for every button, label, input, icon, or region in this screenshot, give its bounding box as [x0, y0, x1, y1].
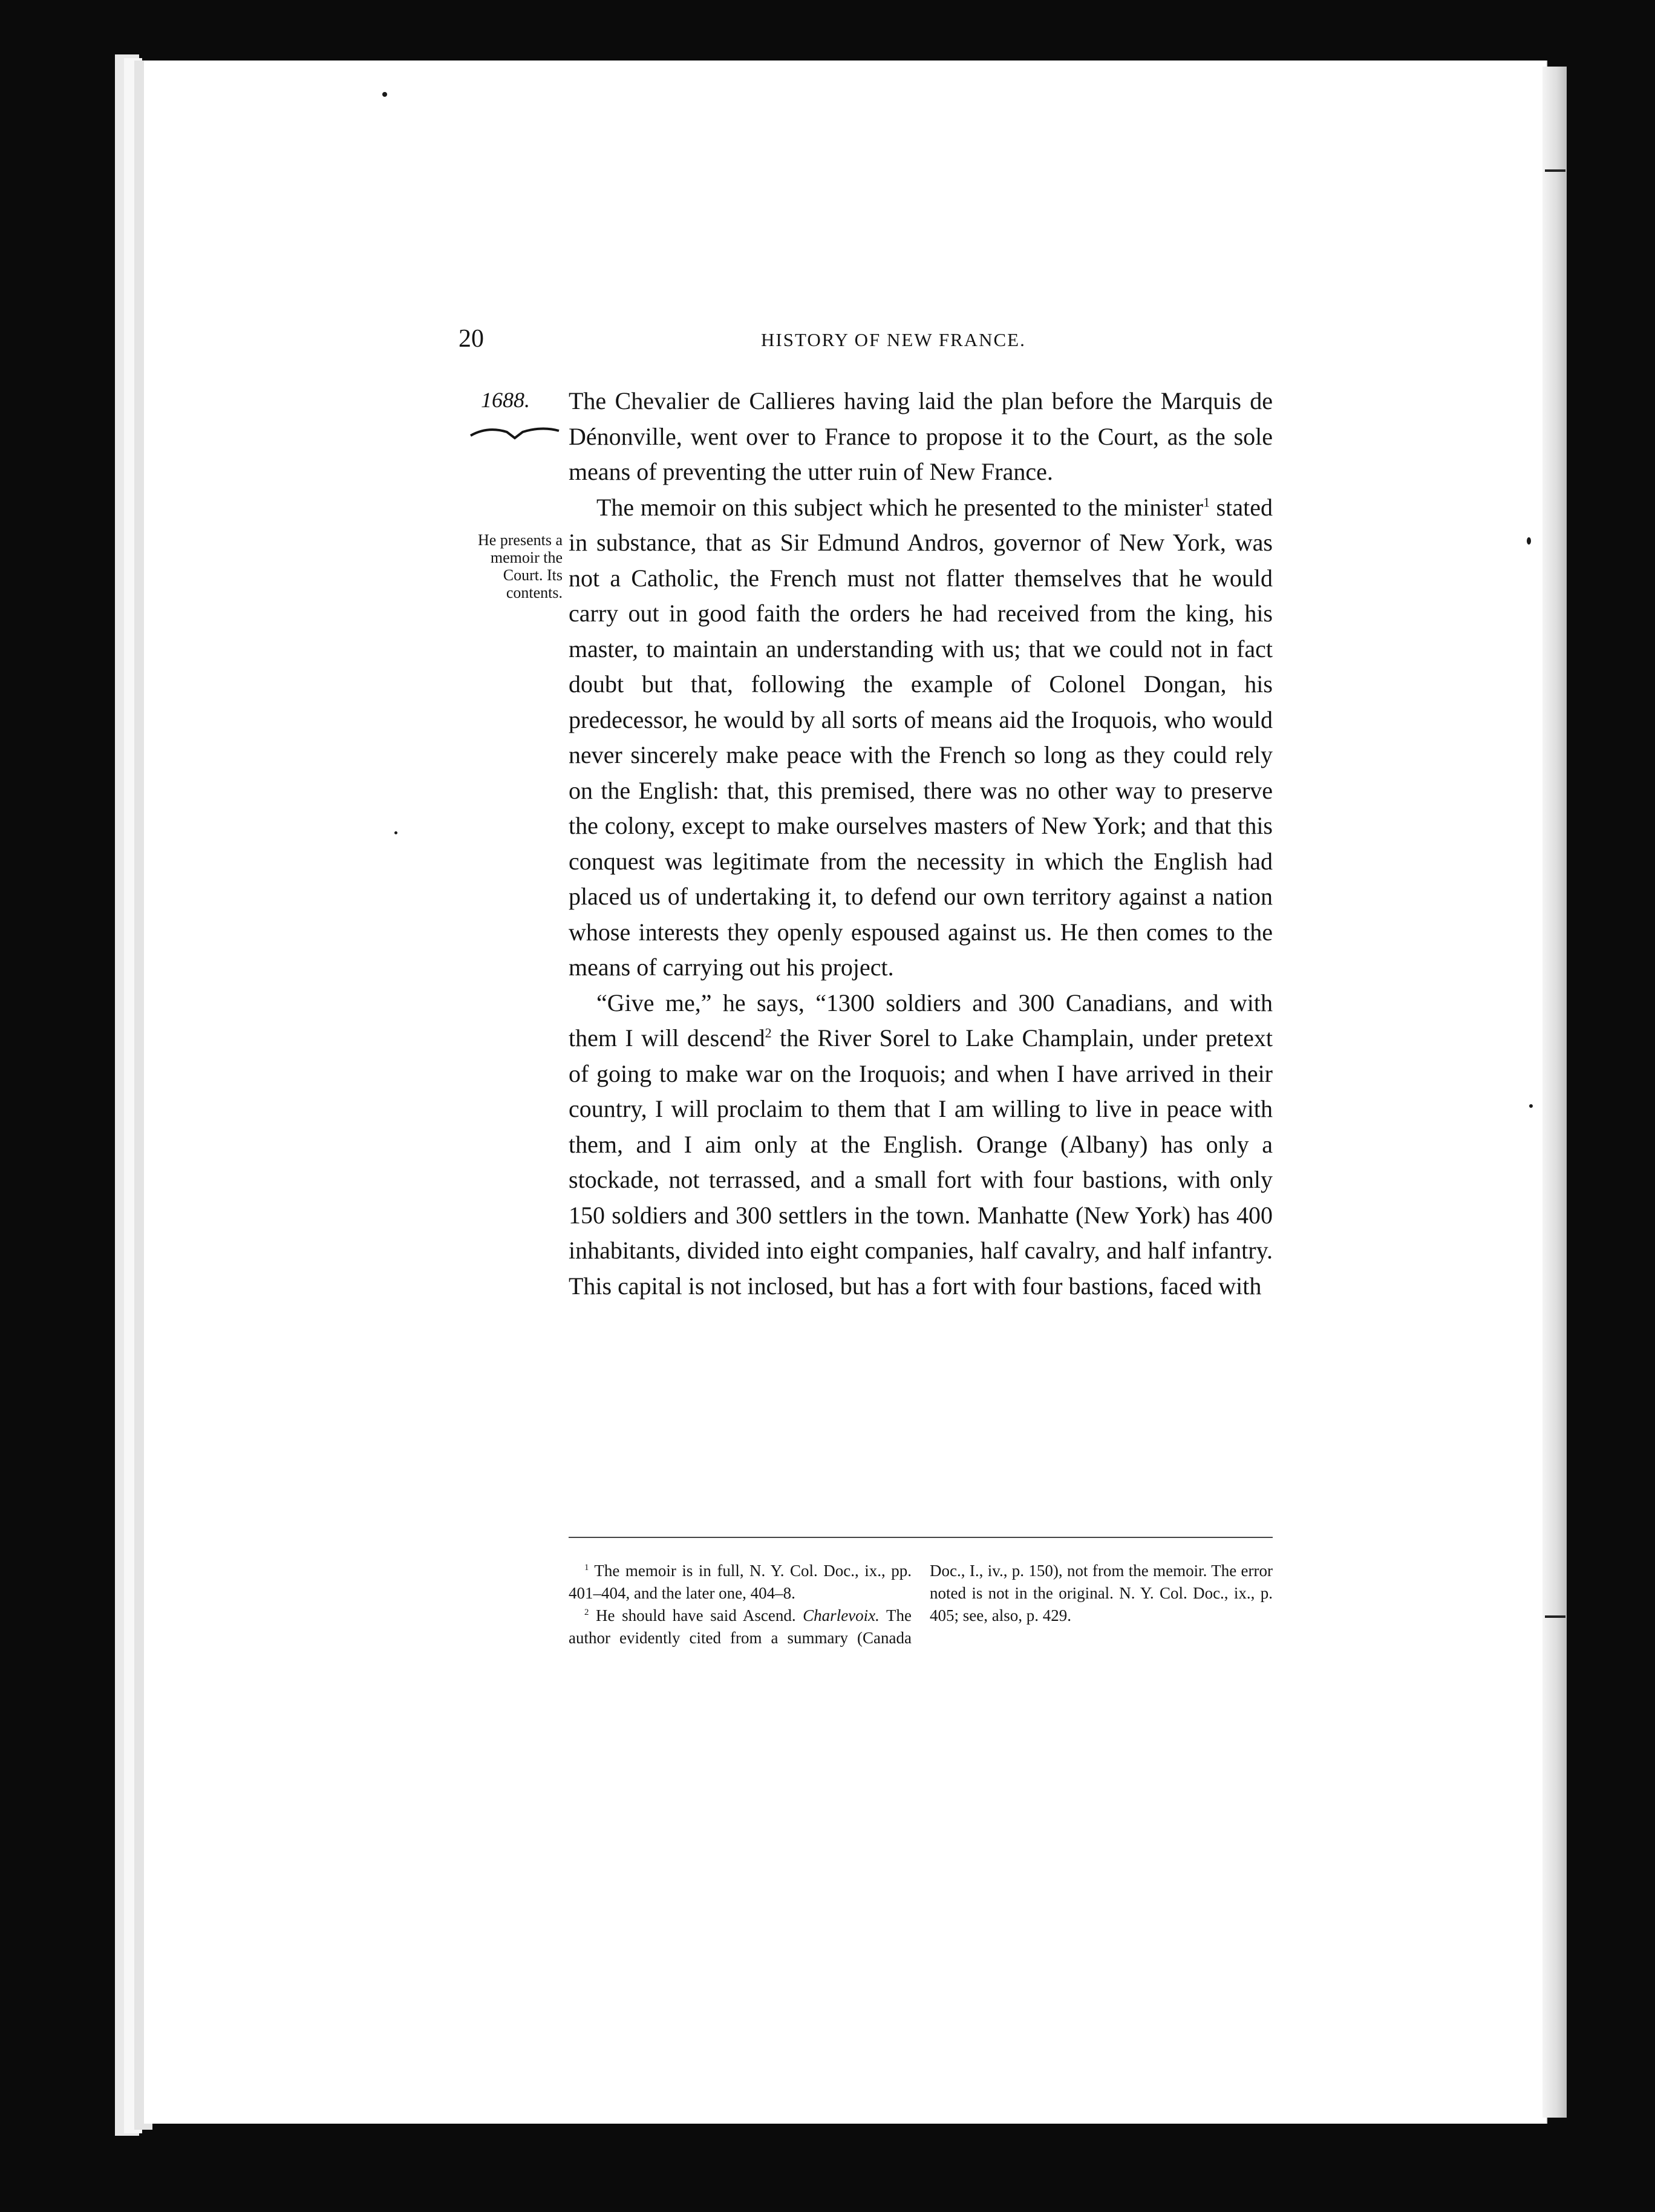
margin-year: 1688.: [481, 388, 530, 412]
body-text: [569, 384, 1273, 1304]
footnote: [569, 1560, 912, 1605]
footnote-rule: [569, 1537, 1273, 1538]
footnote-mark: 2: [584, 1608, 589, 1617]
paragraph-text: “Give me,” he says, “1300 soldiers and 300 Canadians, and with them I will descend: [569, 989, 1273, 1052]
footnote-text: The author evidently cited from a summary (Canada Doc., I., iv., p. 150), not from the memoir. The error noted is not in the original. N. Y. Col. Doc., ix., p. 405; see, also, p. 429.: [569, 1562, 1273, 1647]
page-number: 20: [459, 325, 484, 353]
running-title: HISTORY OF NEW FRANCE.: [761, 329, 1026, 350]
dust-speck: [382, 92, 387, 97]
running-head: [459, 324, 1275, 358]
footnote-italic: Charlevoix.: [803, 1606, 880, 1625]
footnote-mark: 1: [584, 1563, 589, 1572]
paragraph: The Chevalier de Callieres having laid the plan before the Marquis de Dénonville, went over to France to propose it to the Court, as the sole means of preventing the utter ruin of New France.: [569, 387, 1273, 485]
footnote-text: He should have said Ascend.: [596, 1606, 796, 1625]
footnotes: [569, 1560, 1273, 1649]
paragraph-text: the River Sorel to Lake Champlain, under pretext of going to make war on the Iroquois; and when I have arrived in their country, I will proclaim to them that I am willing to live in peace with them, and I aim only at the English. Orange (Albany) has only a stockade, not terrassed, and a small fort with four bastions, with only 150 soldiers and 300 settlers in the town. Manhatte (New York) has 400 inhabitants, divided into eight companies, half cavalry, and half infantry. This capital is not inclosed, but has a fort with four bastions, faced with: [569, 1024, 1273, 1300]
brace-ornament: [469, 424, 560, 442]
edge-mark: [1545, 169, 1565, 172]
dust-speck: [1529, 1104, 1533, 1108]
dust-speck: [394, 831, 397, 834]
paragraph-text: stated in substance, that as Sir Edmund Andros, governor of New York, was not a Catholic, the French must not flatter themselves that he would carry out in good faith the orders he had received from the king, his master, to maintain an understanding with us; that we could not in fact doubt but that, following the example of Colonel Dongan, his predecessor, he would by all sorts of means aid the Iroquois, who would never sincerely make peace with the French so long as they could rely on the English: that, this premised, there was no other way to preserve the colony, except to make ourselves masters of New York; and that this conquest was legitimate from the necessity in which the English had placed us of undertaking it, to defend our own territory against a nation whose interests they openly espoused against us. He then comes to the means of carrying out his project.: [569, 493, 1273, 981]
dust-speck: [1527, 537, 1531, 545]
footnote-text: The memoir is in full, N. Y. Col. Doc., ix., pp. 401–404, and the later one, 404–8.: [569, 1562, 912, 1602]
page-edge-right: [1542, 67, 1567, 2118]
paragraph-text: The memoir on this subject which he presented to the minister: [596, 493, 1204, 521]
paragraph: [569, 490, 1273, 986]
margin-note: He presents a memoir the Court. Its contents.: [477, 531, 563, 601]
footnote-ref: 1: [1203, 494, 1210, 510]
edge-mark: [1545, 1615, 1565, 1618]
paragraph: [569, 986, 1273, 1304]
footnote-ref: 2: [765, 1025, 772, 1041]
